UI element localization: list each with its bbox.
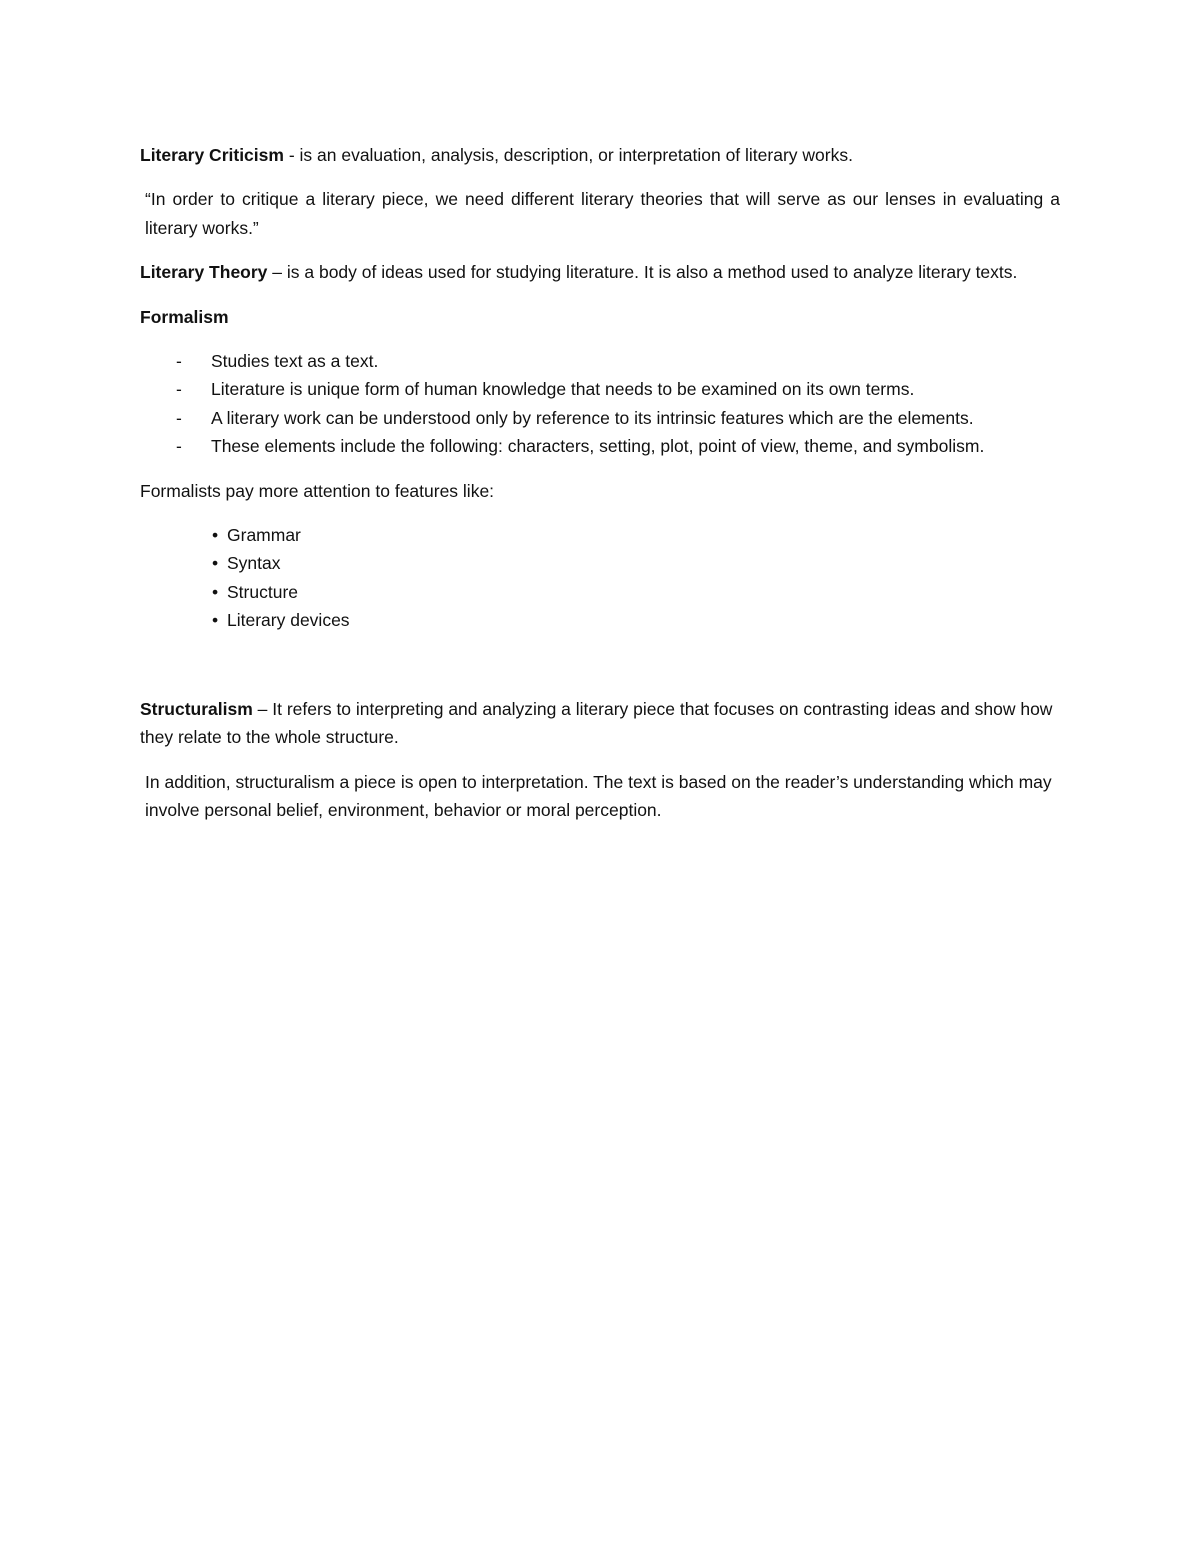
- criticism-term: Literary Criticism: [140, 145, 284, 165]
- formalism-heading: Formalism: [140, 306, 229, 327]
- structuralism-term: Structuralism: [140, 698, 253, 719]
- structuralism-paragraph: [140, 695, 1060, 752]
- list-item: • Structure: [140, 578, 1060, 606]
- dash-marker: -: [176, 379, 182, 400]
- list-item: - Studies text as a text.: [140, 347, 1060, 375]
- list-item: • Grammar: [140, 521, 1060, 549]
- theory-term: Literary Theory: [140, 262, 268, 283]
- list-item: • Syntax: [140, 549, 1060, 577]
- features-intro: Formalists pay more attention to features like:: [140, 480, 495, 501]
- features-list: [140, 521, 1060, 635]
- bullet-marker: •: [212, 525, 219, 546]
- bullet-marker: •: [212, 581, 219, 602]
- dash-marker: -: [176, 351, 182, 372]
- bullet-marker: •: [212, 610, 219, 631]
- theory-definition: – is a body of ideas used for studying literature. It is also a method used to analyze literary texts.: [267, 262, 1018, 283]
- list-item: - Literature is unique form of human knowledge that needs to be examined on its own terms.: [140, 375, 1060, 403]
- dash-marker: -: [176, 436, 182, 457]
- criticism-paragraph: [140, 141, 1060, 169]
- list-item: - These elements include the following: characters, setting, plot, point of view, theme, and symbolism.: [140, 432, 1060, 460]
- criticism-definition: - is an evaluation, analysis, description, or interpretation of literary works.: [283, 145, 853, 165]
- dash-marker: -: [176, 407, 182, 428]
- structuralism-definition: – It refers to interpreting and analyzing a literary piece that focuses on contrasting ideas and show how they relate to the whole structure.: [140, 698, 1053, 748]
- structuralism-addition: In addition, structuralism a piece is open to interpretation. The text is based on the reader’s understanding which may involve personal belief, environment, behavior or moral perception.: [145, 771, 1052, 820]
- bullet-marker: •: [212, 553, 219, 574]
- list-item: • Literary devices: [140, 606, 1060, 634]
- document-page: [140, 141, 1060, 840]
- quote-paragraph: “In order to critique a literary piece, we need different literary theories that will serve as our lenses in evaluating a literary works.”: [145, 189, 1060, 238]
- formalism-points-list: [140, 347, 1060, 461]
- theory-paragraph: [140, 258, 1060, 286]
- list-item: - A literary work can be understood only by reference to its intrinsic features which are the elements.: [140, 404, 1060, 432]
- section-spacer: [140, 635, 1060, 695]
